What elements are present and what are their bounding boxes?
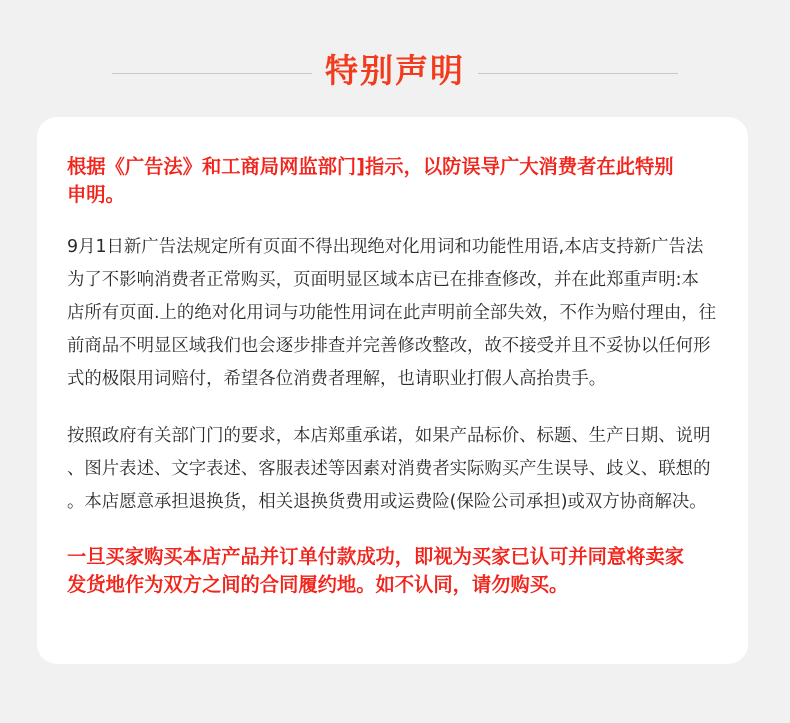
text-line: 为了不影响消费者正常购买，页面明显区域本店已在排查修改，并在此郑重声明:本 bbox=[67, 270, 699, 290]
text-line: 根据《广告法》和工商局网监部门]指示，以防误导广大消费者在此特别 bbox=[67, 155, 674, 178]
ad-law-paragraph bbox=[67, 231, 716, 396]
text-line: 。本店愿意承担退换货，相关退换货费用或运费险(保险公司承担)或双方协商解决。 bbox=[67, 492, 707, 512]
text-line: 、图片表述、文字表述、客服表述等因素对消费者实际购买产生误导、歧义、联想的 bbox=[67, 459, 711, 479]
text-line: 一旦买家购买本店产品并订单付款成功，即视为买家已认可并同意将卖家 bbox=[67, 545, 684, 568]
page-title: 特别声明 bbox=[325, 51, 465, 90]
commitment-paragraph bbox=[67, 420, 710, 519]
text-line: 式的极限用词赔付，希望各位消费者理解，也请职业打假人高抬贵手。 bbox=[67, 369, 607, 389]
notice-paragraph bbox=[67, 153, 674, 209]
text-line: 前商品不明显区域我们也会逐步排查并完善修改整改，故不接受并且不妥协以任何形 bbox=[67, 336, 711, 356]
text-line: 9月1日新广告法规定所有页面不得出现绝对化用词和功能性用语,本店支持新广告法 bbox=[67, 237, 704, 257]
text-line: 店所有页面.上的绝对化用词与功能性用词在此声明前全部失效，不作为赔付理由，往 bbox=[67, 303, 716, 323]
text-line: 发货地作为双方之间的合同履约地。如不认同，请勿购买。 bbox=[67, 573, 569, 596]
purchase-terms-paragraph bbox=[67, 543, 684, 599]
text-line: 申明。 bbox=[67, 183, 125, 206]
divider-right bbox=[478, 73, 678, 74]
text-line: 按照政府有关部门门的要求，本店郑重承诺，如果产品标价、标题、生产日期、说明 bbox=[67, 426, 711, 446]
statement-card bbox=[37, 117, 748, 664]
header bbox=[0, 46, 790, 96]
